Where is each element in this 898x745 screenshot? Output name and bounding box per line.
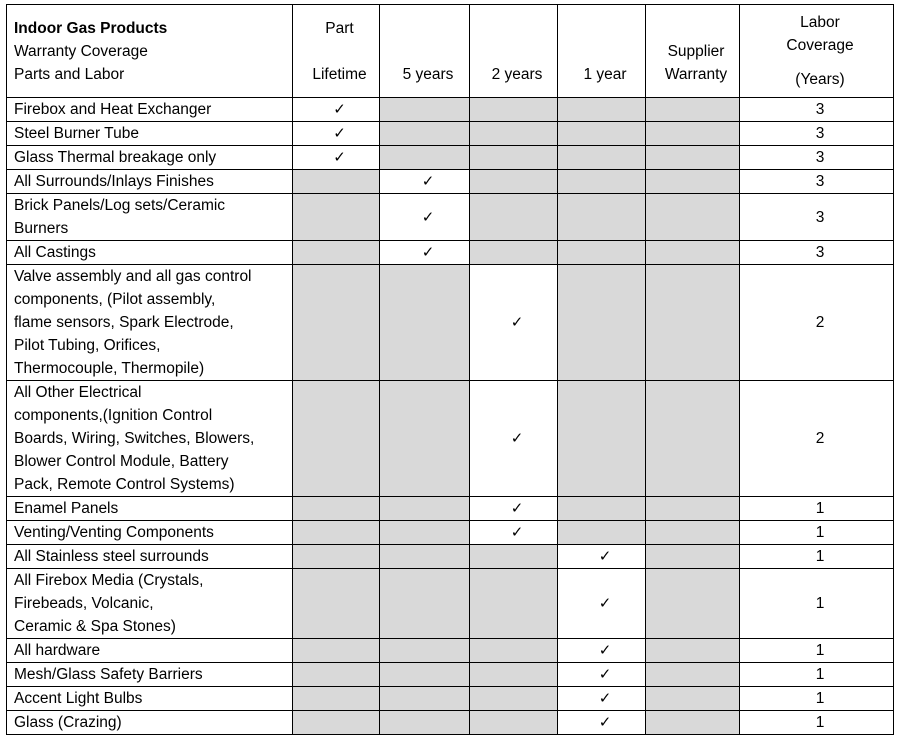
header-coverage-label: Coverage — [786, 37, 854, 54]
product-name-line: Valve assembly and all gas control — [14, 268, 252, 285]
shaded-cell-supplier — [646, 381, 740, 497]
header-part-label: Part — [325, 19, 354, 37]
labor-years-cell: 2 — [740, 381, 894, 497]
coverage-cell-5-years — [380, 194, 470, 241]
table-row — [7, 569, 894, 639]
header-supplier-warranty — [646, 5, 740, 98]
shaded-cell-lifetime — [293, 687, 380, 711]
header-2-years — [470, 5, 558, 98]
shaded-cell-lifetime — [293, 639, 380, 663]
shaded-cell-1-year — [558, 122, 646, 146]
shaded-cell-lifetime — [293, 663, 380, 687]
subtitle-line-1: Warranty Coverage — [14, 42, 148, 60]
header-supplier-label: Supplier — [667, 42, 725, 60]
shaded-cell-1-year — [558, 265, 646, 381]
shaded-cell-lifetime — [293, 497, 380, 521]
coverage-cell-2-years — [470, 521, 558, 545]
labor-years-cell: 3 — [740, 98, 894, 122]
product-name-line: flame sensors, Spark Electrode, — [14, 314, 234, 331]
shaded-cell-supplier — [646, 569, 740, 639]
shaded-cell-5-years — [380, 146, 470, 170]
shaded-cell-supplier — [646, 98, 740, 122]
shaded-cell-supplier — [646, 194, 740, 241]
product-cell — [7, 194, 293, 241]
table-row — [7, 639, 894, 663]
shaded-cell-2-years — [470, 98, 558, 122]
shaded-cell-1-year — [558, 194, 646, 241]
product-cell — [7, 711, 293, 735]
checkmark-icon: ✓ — [333, 148, 346, 166]
shaded-cell-2-years — [470, 241, 558, 265]
checkmark-icon: ✓ — [598, 594, 612, 612]
header-2-years-label: 2 years — [491, 65, 543, 83]
checkmark-icon: ✓ — [598, 547, 612, 565]
header-1-year — [558, 5, 646, 98]
product-name-line: Steel Burner Tube — [14, 125, 139, 142]
checkmark-icon: ✓ — [421, 207, 435, 226]
product-cell — [7, 663, 293, 687]
checkmark-icon: ✓ — [598, 665, 612, 683]
table-row — [7, 687, 894, 711]
shaded-cell-2-years — [470, 569, 558, 639]
shaded-cell-supplier — [646, 170, 740, 194]
labor-years-cell: 2 — [740, 265, 894, 381]
product-name-line: Firebox and Heat Exchanger — [14, 101, 212, 118]
shaded-cell-5-years — [380, 545, 470, 569]
product-name-line: All Firebox Media (Crystals, — [14, 572, 204, 589]
product-name-line: components,(Ignition Control — [14, 407, 213, 424]
product-name-line: Brick Panels/Log sets/Ceramic — [14, 197, 226, 214]
product-name-line: All Other Electrical — [14, 384, 142, 401]
header-lifetime-label: Lifetime — [312, 65, 367, 83]
product-name-line: Venting/Venting Components — [14, 524, 214, 541]
checkmark-icon: ✓ — [598, 713, 612, 731]
shaded-cell-1-year — [558, 497, 646, 521]
labor-years-cell: 3 — [740, 170, 894, 194]
shaded-cell-5-years — [380, 663, 470, 687]
product-name-line: Boards, Wiring, Switches, Blowers, — [14, 430, 255, 447]
checkmark-icon: ✓ — [510, 429, 524, 447]
product-name-line: Glass Thermal breakage only — [14, 149, 217, 166]
checkmark-icon: ✓ — [510, 523, 524, 541]
header-product-cell — [7, 5, 293, 98]
table-row — [7, 122, 894, 146]
product-cell — [7, 545, 293, 569]
labor-years-cell: 3 — [740, 146, 894, 170]
shaded-cell-2-years — [470, 663, 558, 687]
shaded-cell-supplier — [646, 663, 740, 687]
shaded-cell-5-years — [380, 497, 470, 521]
coverage-cell-1-year — [558, 687, 646, 711]
coverage-cell-5-years — [380, 241, 470, 265]
product-name-line: Thermocouple, Thermopile) — [14, 360, 205, 377]
shaded-cell-5-years — [380, 569, 470, 639]
table-row — [7, 381, 894, 497]
header-5-years — [380, 5, 470, 98]
coverage-cell-2-years — [470, 381, 558, 497]
shaded-cell-5-years — [380, 381, 470, 497]
shaded-cell-supplier — [646, 241, 740, 265]
shaded-cell-2-years — [470, 545, 558, 569]
table-body — [7, 98, 894, 735]
product-cell — [7, 241, 293, 265]
checkmark-icon: ✓ — [598, 641, 612, 659]
shaded-cell-lifetime — [293, 521, 380, 545]
product-name-line: All Surrounds/Inlays Finishes — [14, 173, 214, 190]
labor-years-cell: 3 — [740, 194, 894, 241]
coverage-cell-lifetime — [293, 122, 380, 146]
table-row — [7, 146, 894, 170]
labor-years-cell: 1 — [740, 687, 894, 711]
shaded-cell-lifetime — [293, 241, 380, 265]
shaded-cell-2-years — [470, 146, 558, 170]
table-row — [7, 711, 894, 735]
labor-years-cell: 1 — [740, 663, 894, 687]
labor-years-cell: 1 — [740, 569, 894, 639]
header-lifetime — [293, 5, 380, 98]
coverage-cell-1-year — [558, 569, 646, 639]
header-labor-coverage — [740, 5, 894, 98]
shaded-cell-lifetime — [293, 170, 380, 194]
labor-years-cell: 1 — [740, 639, 894, 663]
labor-years-cell: 1 — [740, 497, 894, 521]
shaded-cell-lifetime — [293, 545, 380, 569]
shaded-cell-5-years — [380, 639, 470, 663]
product-name-line: Accent Light Bulbs — [14, 690, 143, 707]
product-cell — [7, 569, 293, 639]
header-row — [7, 5, 894, 98]
table-row — [7, 265, 894, 381]
coverage-cell-lifetime — [293, 146, 380, 170]
header-labor-label: Labor — [800, 14, 840, 31]
product-name-line: Pack, Remote Control Systems) — [14, 476, 235, 493]
product-cell — [7, 122, 293, 146]
shaded-cell-lifetime — [293, 381, 380, 497]
product-name-line: Pilot Tubing, Orifices, — [14, 337, 161, 354]
table-row — [7, 241, 894, 265]
checkmark-icon: ✓ — [421, 243, 435, 261]
shaded-cell-1-year — [558, 241, 646, 265]
shaded-cell-2-years — [470, 170, 558, 194]
warranty-table — [6, 4, 894, 735]
product-name-line: Glass (Crazing) — [14, 714, 122, 731]
shaded-cell-1-year — [558, 521, 646, 545]
checkmark-icon: ✓ — [510, 499, 524, 517]
header-warranty-label: Warranty — [664, 65, 728, 83]
labor-years-cell: 3 — [740, 122, 894, 146]
checkmark-icon: ✓ — [333, 100, 346, 118]
coverage-cell-lifetime — [293, 98, 380, 122]
table-row — [7, 545, 894, 569]
product-cell — [7, 381, 293, 497]
product-name-line: Mesh/Glass Safety Barriers — [14, 666, 203, 683]
product-name-line: components, (Pilot assembly, — [14, 291, 216, 308]
shaded-cell-supplier — [646, 687, 740, 711]
shaded-cell-2-years — [470, 639, 558, 663]
header-5-years-label: 5 years — [402, 65, 454, 83]
coverage-cell-1-year — [558, 663, 646, 687]
shaded-cell-supplier — [646, 122, 740, 146]
shaded-cell-5-years — [380, 98, 470, 122]
labor-years-cell: 3 — [740, 241, 894, 265]
shaded-cell-2-years — [470, 711, 558, 735]
product-name-line: All Stainless steel surrounds — [14, 548, 209, 565]
product-cell — [7, 521, 293, 545]
product-cell — [7, 687, 293, 711]
coverage-cell-5-years — [380, 170, 470, 194]
coverage-cell-1-year — [558, 711, 646, 735]
labor-years-cell: 1 — [740, 545, 894, 569]
shaded-cell-5-years — [380, 122, 470, 146]
shaded-cell-5-years — [380, 687, 470, 711]
shaded-cell-lifetime — [293, 194, 380, 241]
header-years-label: (Years) — [795, 71, 845, 88]
checkmark-icon: ✓ — [421, 172, 435, 190]
product-cell — [7, 98, 293, 122]
product-cell — [7, 497, 293, 521]
subtitle-line-2: Parts and Labor — [14, 65, 125, 83]
product-name-line: Ceramic & Spa Stones) — [14, 618, 176, 635]
table-row — [7, 497, 894, 521]
product-cell — [7, 639, 293, 663]
shaded-cell-lifetime — [293, 569, 380, 639]
coverage-cell-2-years — [470, 265, 558, 381]
product-name-line: Blower Control Module, Battery — [14, 453, 229, 470]
shaded-cell-lifetime — [293, 711, 380, 735]
shaded-cell-supplier — [646, 639, 740, 663]
shaded-cell-supplier — [646, 545, 740, 569]
shaded-cell-2-years — [470, 687, 558, 711]
shaded-cell-5-years — [380, 265, 470, 381]
shaded-cell-supplier — [646, 711, 740, 735]
shaded-cell-2-years — [470, 122, 558, 146]
table-row — [7, 98, 894, 122]
product-name-line: All hardware — [14, 642, 101, 659]
coverage-cell-1-year — [558, 639, 646, 663]
table-row — [7, 194, 894, 241]
table-row — [7, 663, 894, 687]
shaded-cell-supplier — [646, 265, 740, 381]
labor-years-cell: 1 — [740, 711, 894, 735]
shaded-cell-lifetime — [293, 265, 380, 381]
shaded-cell-supplier — [646, 146, 740, 170]
shaded-cell-1-year — [558, 98, 646, 122]
shaded-cell-5-years — [380, 521, 470, 545]
table-row — [7, 170, 894, 194]
checkmark-icon: ✓ — [510, 313, 524, 331]
shaded-cell-2-years — [470, 194, 558, 241]
coverage-cell-2-years — [470, 497, 558, 521]
table-row — [7, 521, 894, 545]
product-name-line: All Castings — [14, 244, 96, 261]
shaded-cell-1-year — [558, 146, 646, 170]
product-cell — [7, 170, 293, 194]
product-name-line: Firebeads, Volcanic, — [14, 595, 154, 612]
labor-years-cell: 1 — [740, 521, 894, 545]
checkmark-icon: ✓ — [333, 124, 346, 142]
product-name-line: Enamel Panels — [14, 500, 119, 517]
table-title: Indoor Gas Products — [14, 19, 168, 37]
shaded-cell-1-year — [558, 381, 646, 497]
header-1-year-label: 1 year — [583, 65, 627, 83]
shaded-cell-supplier — [646, 497, 740, 521]
shaded-cell-supplier — [646, 521, 740, 545]
product-cell — [7, 265, 293, 381]
shaded-cell-5-years — [380, 711, 470, 735]
checkmark-icon: ✓ — [598, 689, 612, 707]
coverage-cell-1-year — [558, 545, 646, 569]
shaded-cell-1-year — [558, 170, 646, 194]
product-cell — [7, 146, 293, 170]
product-name-line: Burners — [14, 220, 69, 237]
